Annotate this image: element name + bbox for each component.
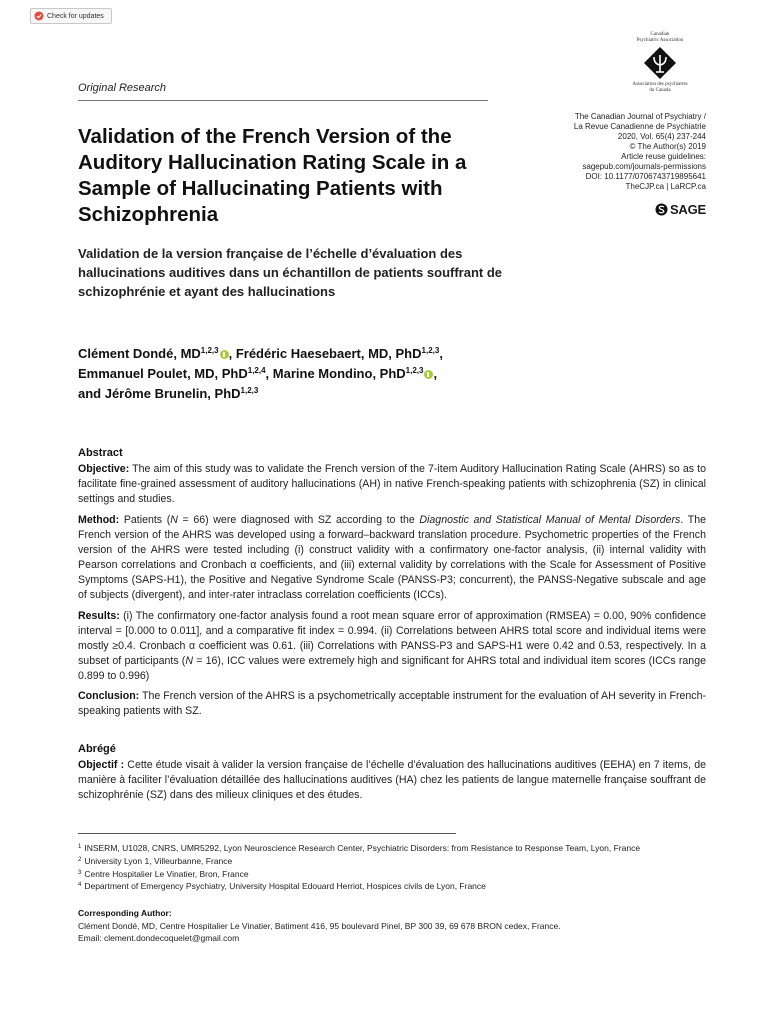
dsm-title: Diagnostic and Statistical Manual of Mental Disorders: [419, 514, 681, 526]
author-list: Clément Dondé, MD$^{1,2,3}$ , Frédéric Haesebaert, MD, PhD$^{1,2,3}$, Emmanuel Poulet, MD, PhD$^{1,2,4}$, Marine Mondino, PhD$^{1,2,3}$ , and Jérôme Brunelin, PhD$^{1,2,3}$: [78, 346, 443, 401]
sage-logo: [655, 202, 706, 217]
objective-label: Objective:: [78, 463, 130, 475]
doi[interactable]: DOI: 10.1177/0706743719895641: [585, 172, 706, 181]
association-emblem-icon: [643, 46, 677, 80]
author-affiliation: 1,2,3: [421, 346, 440, 355]
objectif-label: Objectif :: [78, 759, 125, 771]
author-name: Emmanuel Poulet, MD, PhD: [78, 366, 248, 381]
author-affiliation: 1,2,4: [247, 366, 266, 375]
abstract-conclusion: [78, 689, 706, 719]
permissions-link[interactable]: sagepub.com/journals-permissions: [582, 162, 706, 171]
author-name: Frédéric Haesebaert, MD, PhD: [235, 346, 422, 361]
journal-name-fr: La Revue Canadienne de Psychiatrie: [573, 122, 706, 131]
conclusion-text: The French version of the AHRS is a psychometrically acceptable instrument for the evaluation of AH severity in French-speaking patients with SZ.: [78, 690, 706, 717]
footnote-item: $^1$ INSERM, U1028, CNRS, UMR5292, Lyon Neuroscience Research Center, Psychiatric Disorders: from Resistance to Response Team, Lyon, France: [78, 843, 641, 853]
journal-volume: 2020, Vol. 65(4) 237-244: [617, 132, 706, 141]
corresponding-author-heading: Corresponding Author:: [78, 908, 172, 918]
check-updates-icon: [34, 11, 44, 21]
author-affiliation: 1,2,3: [405, 366, 424, 375]
abrege-objectif: [78, 758, 706, 803]
author-name: Marine Mondino, PhD: [272, 366, 406, 381]
method-label: Method:: [78, 514, 120, 526]
logo-bottom-text-1: Association des psychiatres: [632, 82, 688, 87]
abstract-heading: Abstract: [78, 447, 123, 459]
logo-top-text-2: Psychiatric Association: [636, 38, 684, 43]
orcid-icon[interactable]: [220, 350, 229, 359]
footnote-item: $^2$ University Lyon 1, Villeurbanne, France: [78, 855, 233, 866]
section-label: Original Research: [78, 82, 167, 94]
conclusion-label: Conclusion:: [78, 690, 140, 702]
corresponding-author: [78, 907, 718, 945]
sage-wordmark: SAGE: [669, 202, 706, 217]
objectif-text: Cette étude visait à valider la version française de l’échelle d’évaluation des hallucinations auditives (EEHA) en 7 items, de manière à faciliter l’évaluation détaillée des hallucinations auditives (HA) chez les patients de langue maternelle française souffrant de schizophrénie (SZ) dans des milieux cliniques et des études.: [78, 759, 706, 801]
footnote-item: $^4$ Department of Emergency Psychiatry, University Hospital Edouard Herriot, Hospices civils de Lyon, France: [78, 881, 486, 892]
author-name: Clément Dondé, MD: [78, 346, 201, 361]
author-affiliation: 1,2,3: [240, 386, 259, 395]
results-label: Results:: [78, 610, 120, 622]
footnote-item: $^3$ Centre Hospitalier Le Vinatier, Bron, France: [78, 868, 249, 879]
journal-name-en: The Canadian Journal of Psychiatry /: [574, 112, 706, 121]
article-subtitle-fr: Validation de la version française de l’échelle d’évaluation des hallucinations auditives dans un échantillon de patients souffrant de schizophrénie et ayant des hallucinations: [78, 246, 503, 299]
abrege-heading: Abrégé: [78, 743, 116, 755]
objective-text: The aim of this study was to validate the French version of the 7-item Auditory Hallucination Rating Scale (AHRS) so as to facilitate fine-grained assessment of auditory hallucinations (AH) in native French-speaking patients with schizophrenia (SZ) in clinical settings and studies.: [78, 463, 706, 505]
journal-metadata: [574, 112, 706, 192]
logo-top-text-1: Canadian: [650, 32, 670, 37]
journal-websites[interactable]: TheCJP.ca | LaRCP.ca: [625, 182, 706, 191]
check-for-updates-button[interactable]: [30, 8, 112, 24]
sage-emblem-icon: [655, 203, 668, 216]
logo-bottom-text-2: du Canada: [649, 88, 671, 93]
check-updates-label: Check for updates: [47, 12, 104, 20]
abstract-method: Method: Patients (N = 66) were diagnosed with SZ according to the Diagnostic and Statistical Manual of Mental Disorders. The French version of the AHRS was developed using a forward–backward translation procedure. Psychometric properties of the French version of the AHRS were tested including (i) construct validity with a confirmatory one-factor analysis, (ii) internal validity with Pearson correlations and Cronbach α coefficients, and (iii) external validity by correlations with the Scale for Assessment of Positive Symptoms (SAPS-H1), the Positive and Negative Syndrome Scale (PANSS-P3; concurrent), the PANSS-Negative subscale and age of subjects (divergent), and inter-rater intraclass correlation coefficients (ICCs).: [78, 514, 706, 601]
abstract-objective: [78, 462, 706, 507]
footnote-divider: [78, 833, 456, 834]
copyright: © The Author(s) 2019: [629, 142, 706, 151]
affiliation-footnotes: [78, 842, 718, 893]
author-affiliation: 1,2,3: [200, 346, 219, 355]
corresponding-author-email[interactable]: Email: clement.dondecoquelet@gmail.com: [78, 933, 240, 943]
reuse-guidelines-label: Article reuse guidelines:: [621, 152, 706, 161]
author-name: and Jérôme Brunelin, PhD: [78, 386, 241, 401]
corresponding-author-address: Clément Dondé, MD, Centre Hospitalier Le Vinatier, Batiment 416, 95 boulevard Pinel, BP 300 39, 69 678 BRON cedex, France.: [78, 920, 561, 931]
header-divider: [78, 100, 488, 101]
association-logo: [618, 32, 702, 94]
abstract-results: Results: (i) The confirmatory one-factor analysis found a root mean square error of approximation (RMSEA) = 0.00, 90% confidence interval = [0.000 to 0.011], and a comparative fit index = 0.994. (ii) Correlations between AHRS total score and individual items were mostly ≥0.4. Cronbach α coefficient was 0.61. (iii) Correlations with PANSS-P3 and SAPS-H1 were 0.42 and 0.53, respectively. In a subset of participants (N = 16), ICC values were extremely high and significant for AHRS total and individual item scores (ICCs range 0.899 to 0.996): [78, 610, 706, 682]
article-title: Validation of the French Version of the Auditory Hallucination Rating Scale in a Sample of Hallucinating Patients with Schizophrenia: [78, 125, 467, 226]
